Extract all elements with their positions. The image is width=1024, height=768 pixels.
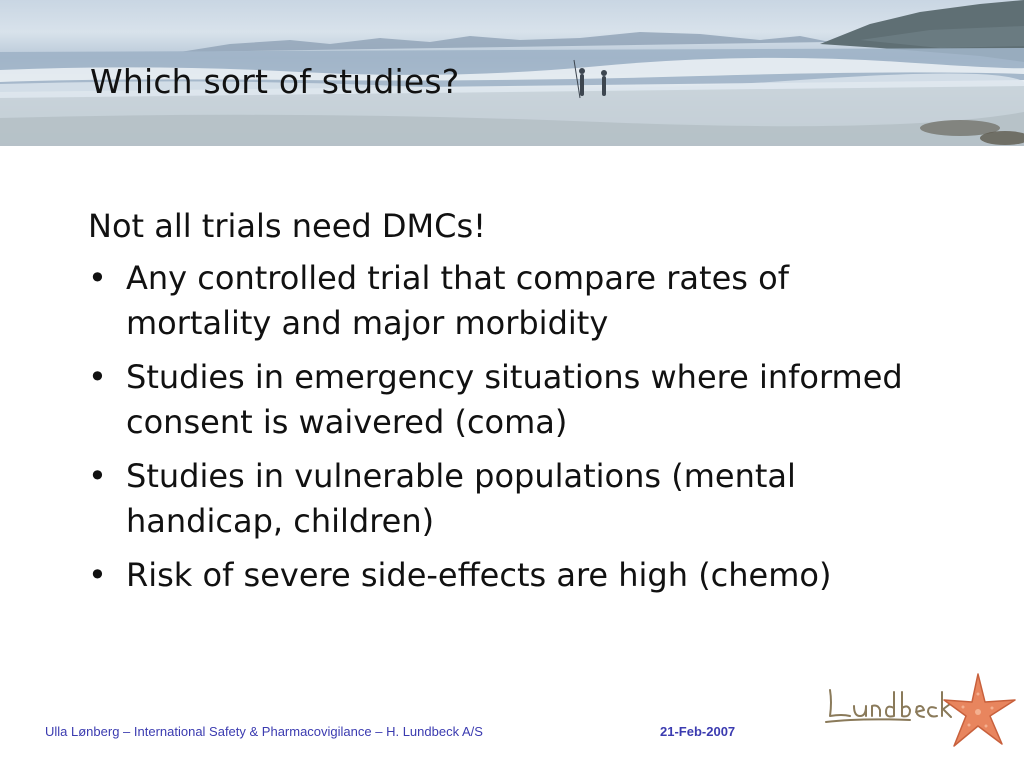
bullet-icon: •	[88, 457, 107, 495]
lundbeck-logo	[820, 672, 1020, 752]
bullet-item	[88, 553, 928, 598]
bullet-text: Studies in emergency situations where informed consent is waivered (coma)	[126, 358, 903, 441]
bullet-text: Any controlled trial that compare rates of mortality and major morbidity	[126, 259, 789, 342]
bullet-item	[88, 355, 928, 445]
bullet-list	[88, 256, 928, 598]
slide-body	[88, 204, 928, 607]
bullet-text: Risk of severe side-effects are high (chemo)	[126, 556, 832, 594]
bullet-icon: •	[88, 556, 107, 594]
footer-date: 21-Feb-2007	[660, 724, 736, 739]
lead-text: Not all trials need DMCs!	[88, 207, 486, 245]
lundbeck-wordmark	[826, 690, 951, 722]
bullet-item	[88, 454, 928, 544]
starfish-icon	[944, 674, 1015, 746]
bullet-text: Studies in vulnerable populations (mental handicap, children)	[126, 457, 796, 540]
header-banner-image	[0, 0, 1024, 146]
footer-credit: Ulla Lønberg – International Safety & Pharmacovigilance – H. Lundbeck A/S	[45, 724, 483, 739]
bullet-item	[88, 256, 928, 346]
bullet-icon: •	[88, 358, 107, 396]
bullet-icon: •	[88, 259, 107, 297]
slide-title: Which sort of studies?	[90, 62, 460, 101]
